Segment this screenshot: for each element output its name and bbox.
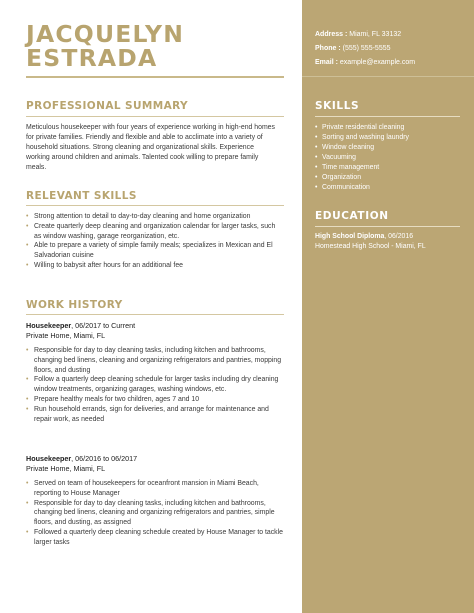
list-item: • Willing to babysit after hours for an additional fee [26, 261, 284, 271]
list-item: • Followed a quarterly deep cleaning schedule created by House Manager to tackle larger tasks [26, 528, 284, 548]
list-item: • Prepare healthy meals for two children, ages 7 and 10 [26, 395, 284, 405]
job-1-role: Housekeeper [26, 321, 72, 330]
contact-address [315, 30, 401, 40]
relevant-skills-heading: RELEVANT SKILLS [26, 190, 137, 202]
address-label: Address : [315, 31, 348, 38]
phone-value: (555) 555-5555 [342, 45, 391, 52]
last-name: ESTRADA [26, 44, 158, 72]
contact-divider [302, 76, 474, 77]
degree-date: , 06/2016 [384, 233, 414, 240]
address-value: Miami, FL 33132 [349, 31, 402, 38]
degree-name: High School Diploma [315, 233, 385, 240]
email-label: Email : [315, 59, 338, 66]
relevant-skills-list [26, 212, 284, 271]
list-item: • Time management [315, 163, 465, 173]
name-divider [26, 76, 284, 78]
contact-phone [315, 44, 391, 54]
list-item: • Follow a quarterly deep cleaning schedule for larger tasks including dry cleaning window treatments, organizing garages, washing windows, etc. [26, 375, 284, 395]
list-item: • Able to prepare a variety of simple family meals; specializes in Mexican and El Salvadorian cuisine [26, 241, 284, 261]
work-history-divider [26, 314, 284, 315]
job-1-title [26, 321, 135, 331]
job-2-role: Housekeeper [26, 454, 72, 463]
education-heading: EDUCATION [315, 210, 389, 222]
list-item: • Vacuuming [315, 153, 465, 163]
education-divider [315, 226, 460, 227]
education-degree [315, 232, 465, 242]
job-2-duties [26, 479, 284, 548]
job-2-title [26, 454, 137, 464]
candidate-name [26, 22, 184, 70]
summary-text: Meticulous housekeeper with four years of experience working in high-end homes for private families. Friendly and flexible and able to acclimate into a variety of household situations. Strong cleaning and organizational skills. Experience working around children and animals. Talented cook willing to prepare family meals. [26, 124, 275, 171]
phone-label: Phone : [315, 45, 341, 52]
list-item: • Window cleaning [315, 143, 465, 153]
job-1-dates: , 06/2017 to Current [71, 321, 136, 330]
job-1-duties [26, 346, 284, 424]
education-school: Homestead High School - Miami, FL [315, 243, 426, 250]
list-item: • Strong attention to detail to day-to-day cleaning and home organization [26, 212, 284, 222]
list-item: • Served on team of housekeepers for oceanfront mansion in Miami Beach, reporting to House Manager [26, 479, 284, 499]
job-2-dates: , 06/2016 to 06/2017 [71, 454, 138, 463]
list-item: • Sorting and washing laundry [315, 133, 465, 143]
job-2-employer: Private Home, Miami, FL [26, 464, 106, 473]
sidebar-column [302, 0, 474, 613]
summary-heading: PROFESSIONAL SUMMARY [26, 100, 189, 112]
email-value: example@example.com [339, 59, 416, 66]
contact-email [315, 58, 415, 68]
first-name: JACQUELYN [26, 20, 185, 48]
list-item: • Run household errands, sign for deliveries, and arrange for maintenance and repair work, as needed [26, 405, 284, 425]
list-item: • Organization [315, 173, 465, 183]
job-1-employer: Private Home, Miami, FL [26, 331, 106, 340]
list-item: • Private residential cleaning [315, 123, 465, 133]
skills-heading: SKILLS [315, 100, 360, 112]
list-item: • Communication [315, 183, 465, 193]
work-history-heading: WORK HISTORY [26, 299, 123, 311]
list-item: • Responsible for day to day cleaning tasks, including kitchen and bathrooms, changing bed linens, cleaning and organizing refrigerators and pantries, simple floors, and dusting, as assigned [26, 499, 284, 528]
summary-divider [26, 116, 284, 117]
skills-divider [315, 116, 460, 117]
relevant-skills-divider [26, 205, 284, 206]
list-item: • Responsible for day to day cleaning tasks, including kitchen and bathrooms, changing bed linens, cleaning and organizing refrigerators and pantries, mopping floors, and dusting [26, 346, 284, 375]
list-item: • Create quarterly deep cleaning and organization calendar for larger tasks, such as window washing, garage reorganization, etc. [26, 222, 284, 242]
skills-list [315, 123, 465, 193]
